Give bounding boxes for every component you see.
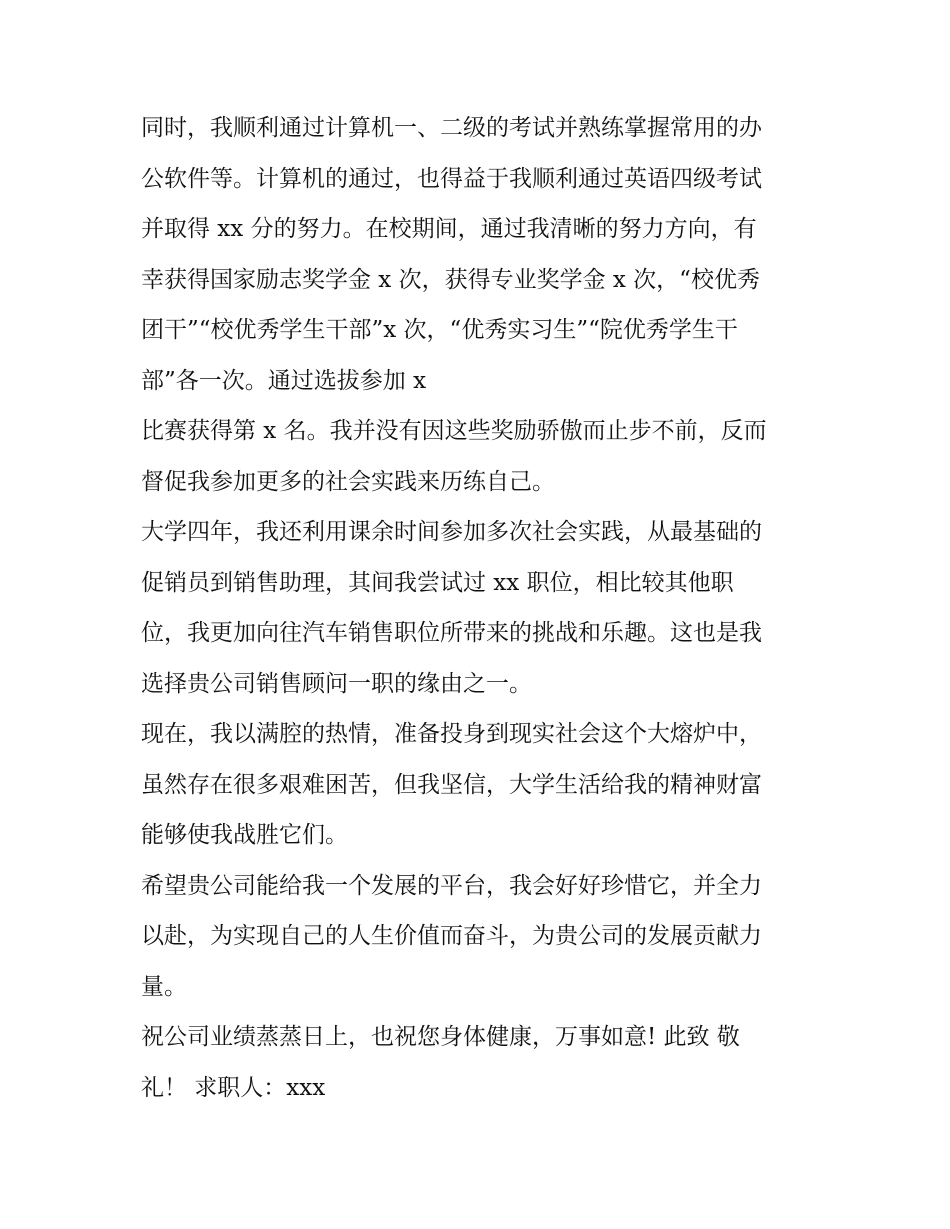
text-line: 促销员到销售助理，其间我尝试过 xx 职位，相比较其他职 [141,569,734,596]
text-line: 现在，我以满腔的热情，准备投身到现实社会这个大熔炉中， [141,721,762,747]
text-line: 虽然存在很多艰难困苦，但我坚信，大学生活给我的精神财富 [141,771,762,798]
text-line: 部”各一次。通过选拔参加 x [141,367,427,394]
text-line: 大学四年，我还利用课余时间参加多次社会实践，从最基础的 [141,519,762,545]
text-line: 选择贵公司销售顾问一职的缘由之一。 [141,670,532,697]
text-line: 能够使我战胜它们。 [141,822,348,848]
text-line: 团干”“校优秀学生干部”x 次，“优秀实习生”“院优秀学生干 [141,317,738,343]
letter-body [141,103,831,1113]
text-line: 以赴，为实现自己的人生价值而奋斗，为贵公司的发展贡献力 [141,923,762,949]
text-line: 礼！ 求职人：xxx [141,1074,326,1101]
text-line: 同时，我顺利通过计算机一、二级的考试并熟练掌握常用的办 [141,115,762,141]
text-line: 位，我更加向往汽车销售职位所带来的挑战和乐趣。这也是我 [141,620,762,646]
text-line: 幸获得国家励志奖学金 x 次，获得专业奖学金 x 次，“校优秀 [141,266,760,293]
text-line: 公软件等。计算机的通过，也得益于我顺利通过英语四级考试 [141,165,762,192]
text-line: 祝公司业绩蒸蒸日上，也祝您身体健康，万事如意! 此致 敬 [141,1024,740,1050]
text-line: 并取得 xx 分的努力。在校期间，通过我清晰的努力方向，有 [141,216,757,242]
text-line: 比赛获得第 x 名。我并没有因这些奖励骄傲而止步不前，反而 [141,418,767,444]
text-line: 希望贵公司能给我一个发展的平台，我会好好珍惜它，并全力 [141,872,762,899]
text-line: 督促我参加更多的社会实践来历练自己。 [141,468,555,495]
text-line: 量。 [141,973,187,1000]
